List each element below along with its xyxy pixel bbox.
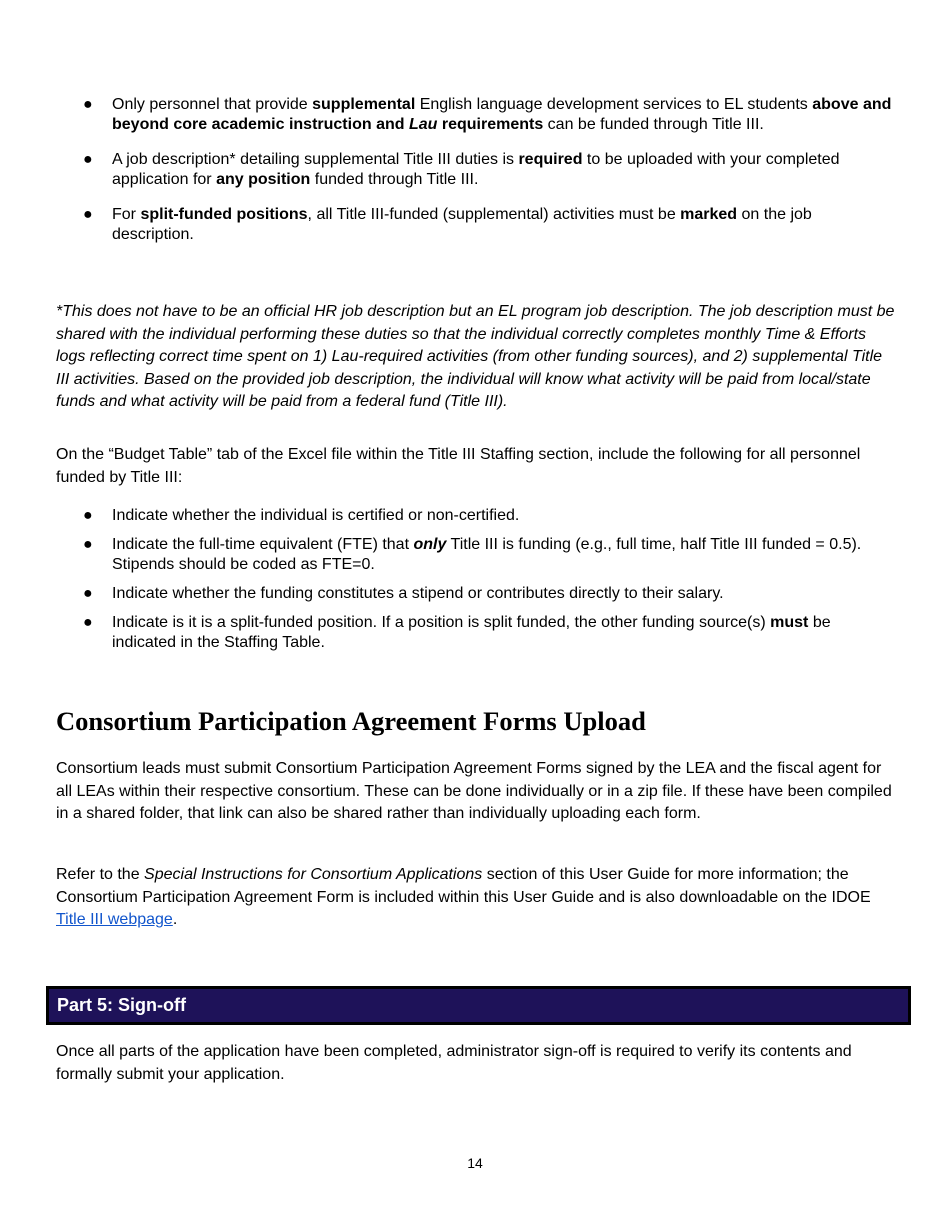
- text-segment: on the job description.: [112, 206, 812, 243]
- text-segment: Lau: [408, 116, 438, 133]
- job-description-footnote: *This does not have to be an official HR job description but an EL program job description. The job description must be shared with the individual performing these duties so that the individual correctly completes monthly Time & Efforts logs reflecting correct time spent on 1) Lau-required activities (from other funding sources), and 2) supplemental Title III activities. Based on the provided job description, the individual will know what activity will be paid from local/state funds and what activity will be paid from a federal fund (Title III).: [56, 303, 895, 410]
- text-segment: Indicate whether the funding constitutes a stipend or contributes directly to their salary.: [112, 585, 724, 602]
- text-segment: Only personnel that provide: [112, 96, 313, 113]
- text-segment: any position: [216, 171, 311, 188]
- part5-section-banner: [46, 986, 911, 1025]
- consortium-p2-post: .: [172, 911, 178, 928]
- text-segment: For: [112, 206, 141, 223]
- text-segment: be indicated in the Staffing Table.: [112, 614, 831, 651]
- text-segment: funded through Title III.: [310, 171, 479, 188]
- text-segment: to be uploaded with your completed application for: [112, 151, 840, 188]
- text-segment: must: [770, 614, 809, 631]
- text-segment: marked: [680, 206, 738, 223]
- text-segment: Indicate whether the individual is certified or non-certified.: [112, 507, 520, 524]
- text-segment: requirements: [437, 116, 544, 133]
- list-item: [56, 535, 896, 575]
- special-instructions-ref: Special Instructions for Consortium Applications: [144, 866, 483, 883]
- list-item: [56, 584, 896, 604]
- list-item: [56, 150, 896, 190]
- bullet-icon: ●: [83, 206, 93, 223]
- text-segment: split-funded positions: [140, 206, 308, 223]
- text-segment: can be funded through Title III.: [543, 116, 764, 133]
- text-segment: A job description* detailing supplemental Title III duties is: [112, 151, 519, 168]
- text-segment: Title III is funding (e.g., full time, half Title III funded = 0.5). Stipends should be coded as FTE=0.: [112, 536, 862, 573]
- bullet-icon: ●: [83, 585, 93, 602]
- bullet-icon: ●: [83, 507, 93, 524]
- consortium-p2-pre: Refer to the: [56, 866, 145, 883]
- consortium-paragraph-2: [56, 864, 896, 932]
- bullet-icon: ●: [83, 96, 93, 113]
- list-item: [56, 95, 896, 135]
- bullet-icon: ●: [83, 151, 93, 168]
- text-segment: supplemental: [312, 96, 416, 113]
- text-segment: , all Title III-funded (supplemental) activities must be: [307, 206, 681, 223]
- consortium-heading: Consortium Participation Agreement Forms Upload: [56, 706, 646, 736]
- consortium-paragraph-1: Consortium leads must submit Consortium Participation Agreement Forms signed by the LEA and the fiscal agent for all LEAs within their respective consortium. These can be done individually or in a zip file. If these have been compiled in a shared folder, that link can also be shared rather than individually uploading each form.: [56, 760, 892, 822]
- text-segment: required: [518, 151, 583, 168]
- list-item: [56, 506, 896, 526]
- consortium-p2-mid: section of this User Guide for more information; the Consortium Participation Agreement Form is included within this User Guide and is also downloadable on the IDOE: [56, 866, 871, 906]
- part5-banner-title: Part 5: Sign-off: [57, 995, 186, 1015]
- text-segment: Indicate is it is a split-funded position. If a position is split funded, the other funding source(s): [112, 614, 771, 631]
- list-item: [56, 613, 896, 653]
- text-segment: English language development services to EL students: [415, 96, 813, 113]
- text-segment: only: [413, 536, 447, 553]
- list-item: [56, 205, 896, 245]
- text-segment: Indicate the full-time equivalent (FTE) that: [112, 536, 414, 553]
- budget-table-list: [56, 506, 896, 662]
- title-iii-webpage-link[interactable]: Title III webpage: [56, 911, 173, 928]
- bullet-icon: ●: [83, 536, 93, 553]
- page-number: 14: [467, 1155, 483, 1171]
- staffing-requirements-list: [56, 95, 896, 260]
- budget-table-intro: On the “Budget Table” tab of the Excel file within the Title III Staffing section, include the following for all personnel funded by Title III:: [56, 446, 861, 486]
- signoff-paragraph: Once all parts of the application have been completed, administrator sign-off is required to verify its contents and formally submit your application.: [56, 1043, 852, 1083]
- text-segment: above and beyond core academic instruction and: [112, 96, 892, 133]
- bullet-icon: ●: [83, 614, 93, 631]
